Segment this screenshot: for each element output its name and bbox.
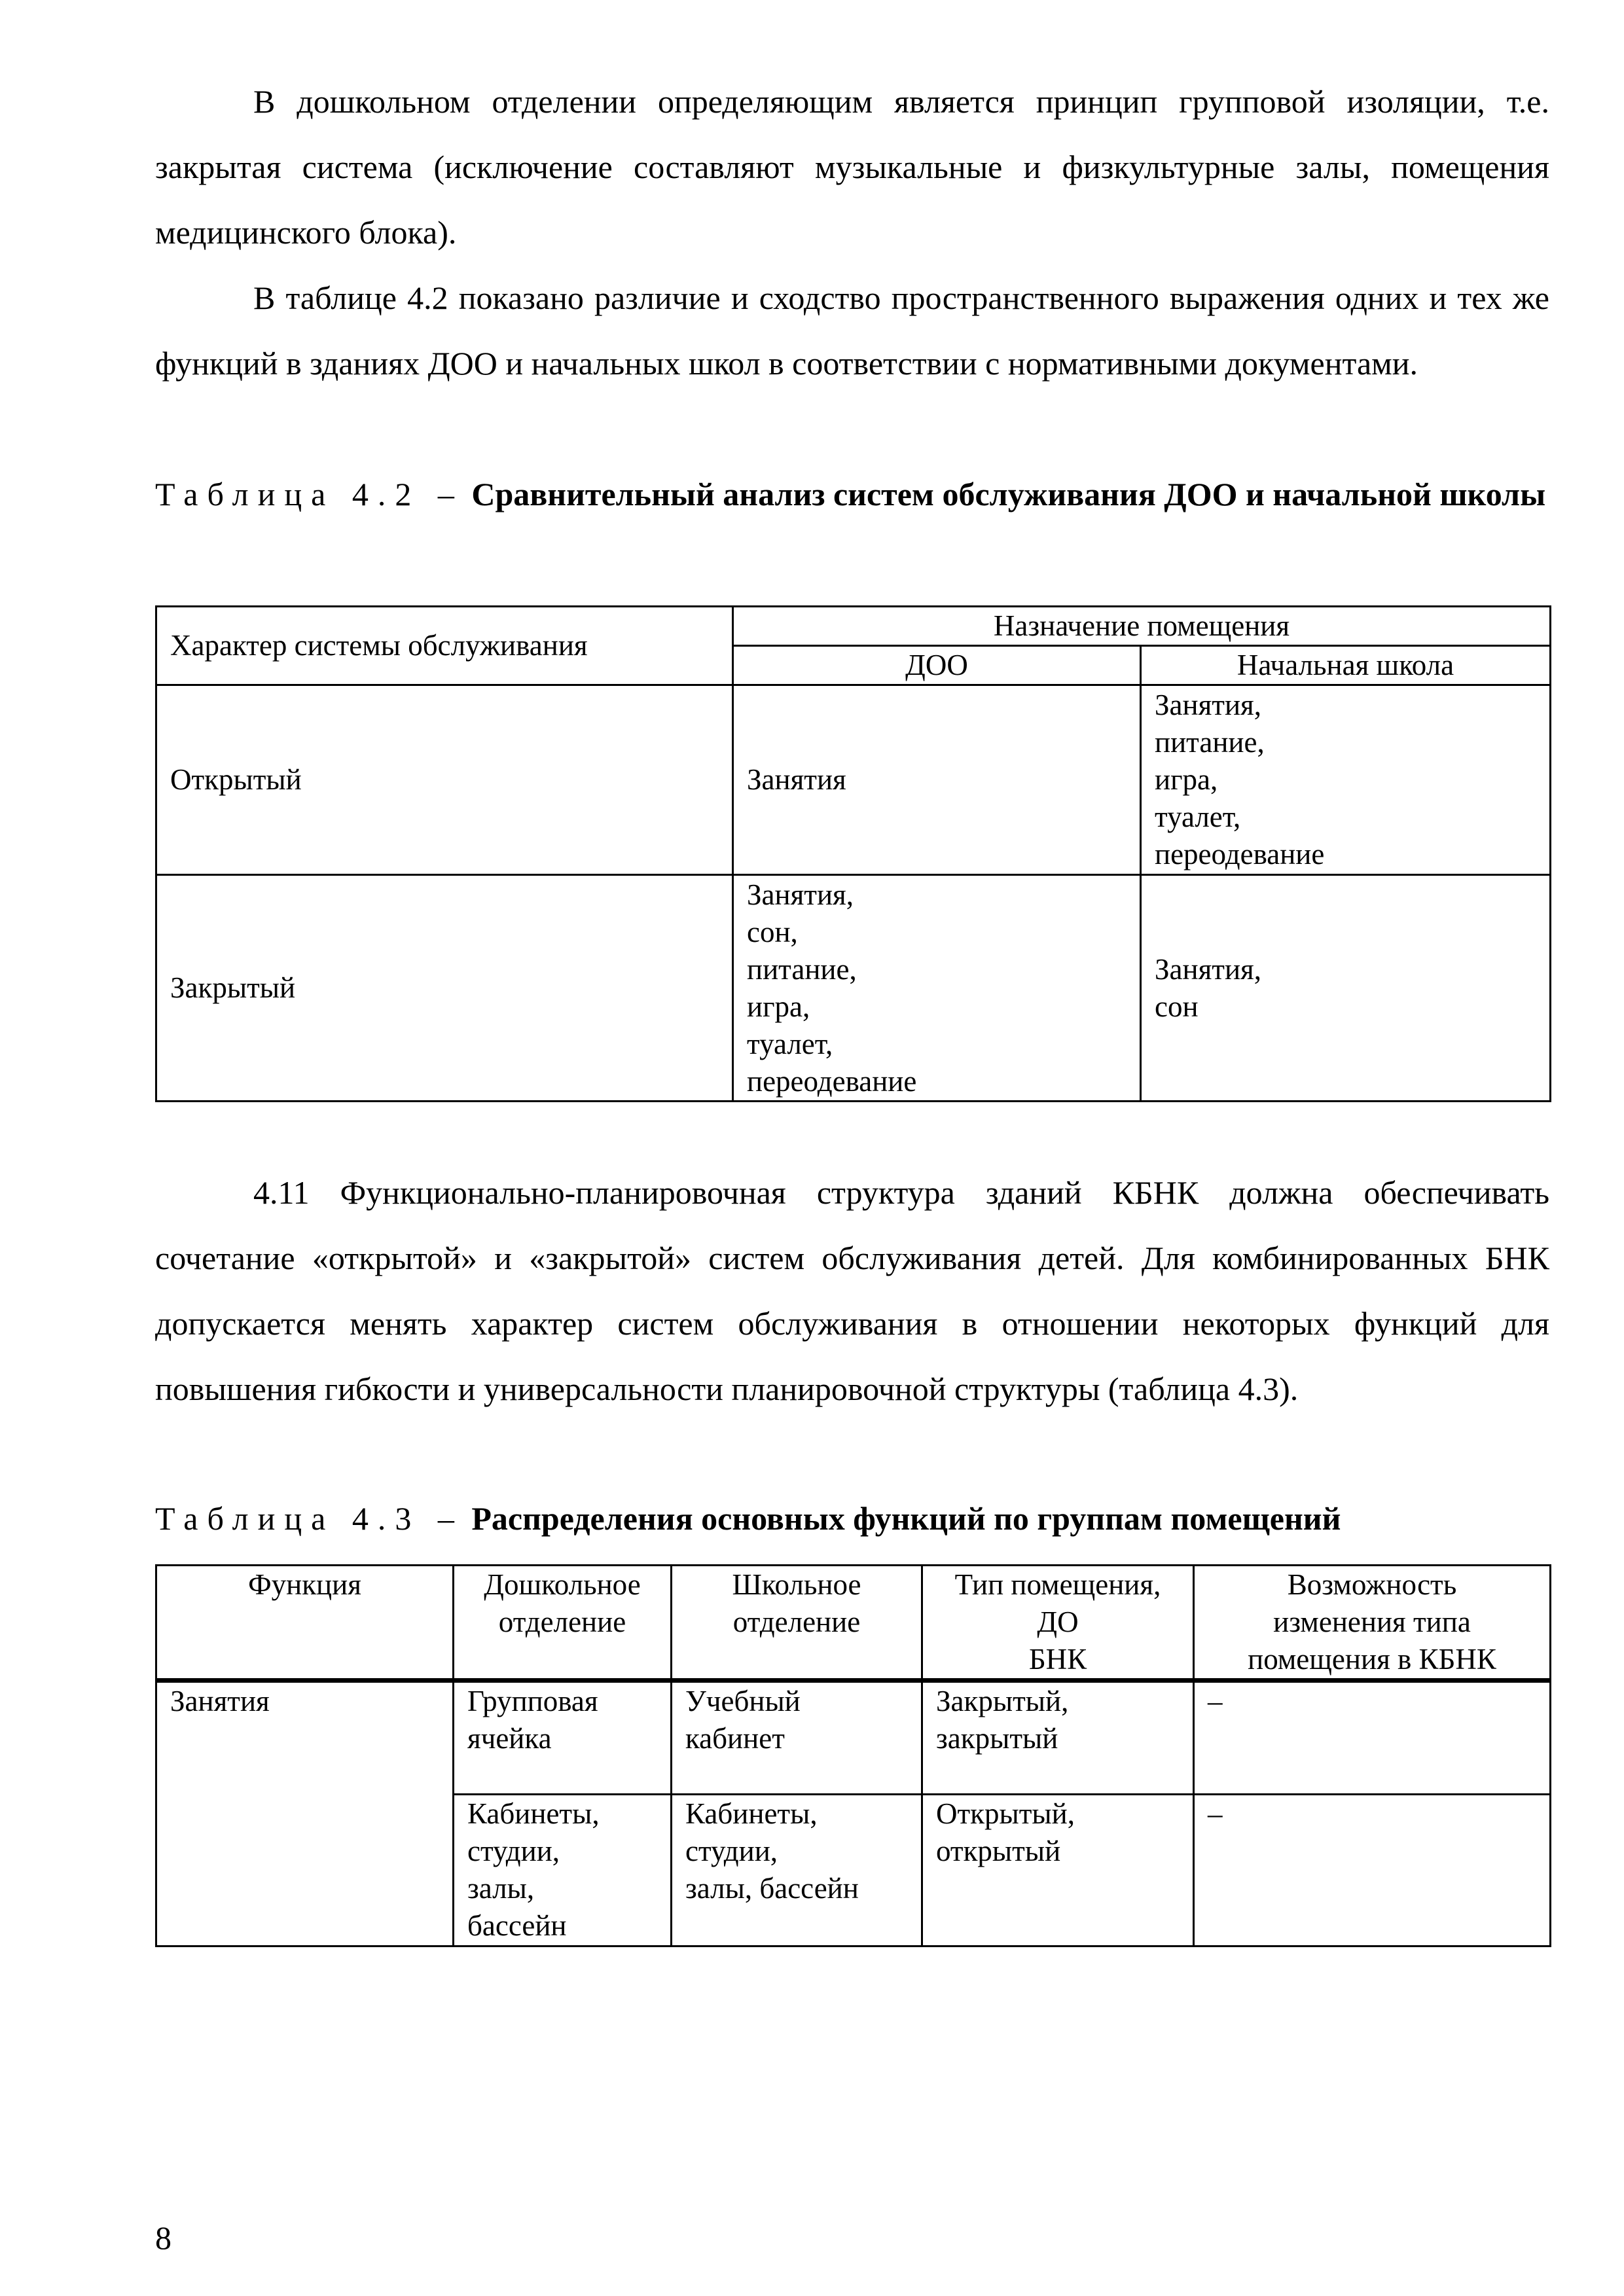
- page-number: 8: [155, 2219, 171, 2256]
- table43-caption-title: Распределения основных функций по группам помещений: [471, 1500, 1341, 1537]
- t43-row1-type: Закрытый, закрытый: [922, 1681, 1194, 1795]
- t42-row2-doo: Занятия, сон, питание, игра, туалет, переодевание: [733, 875, 1141, 1102]
- t43-row1-preschool: Групповая ячейка: [454, 1681, 672, 1795]
- t42-row2-school: Занятия, сон: [1141, 875, 1551, 1102]
- t43-header-function: Функция: [156, 1566, 454, 1681]
- table42-caption-title: Сравнительный анализ систем обслуживания ДОО и начальной школы: [471, 476, 1546, 512]
- t43-row2-preschool: Кабинеты, студии, залы, бассейн: [454, 1795, 672, 1946]
- paragraph-table-intro: В таблице 4.2 показано различие и сходство пространственного выражения одних и тех же функций в зданиях ДОО и начальных школ в соответствии с нормативными документами.: [155, 279, 1549, 382]
- t43-header-school: Школьное отделение: [672, 1566, 922, 1681]
- t42-row1-type: Открытый: [156, 685, 733, 875]
- t43-header-room-type: Тип помещения, ДО БНК: [922, 1566, 1194, 1681]
- t43-row2-school: Кабинеты, студии, залы, бассейн: [672, 1795, 922, 1946]
- t43-row2-type: Открытый, открытый: [922, 1795, 1194, 1946]
- t42-header-service-type: Характер системы обслуживания: [156, 607, 733, 685]
- table-4-3: [155, 1564, 1551, 1947]
- t43-header-change-possibility: Возможность изменения типа помещения в КБНК: [1194, 1566, 1551, 1681]
- t42-row1-doo: Занятия: [733, 685, 1141, 875]
- t43-row1-change: –: [1194, 1681, 1551, 1795]
- paragraph-group-isolation: В дошкольном отделении определяющим является принцип групповой изоляции, т.е. закрытая система (исключение составляют музыкальные и физкультурные залы, помещения медицинского блока).: [155, 83, 1549, 251]
- t42-header-room-purpose: Назначение помещения: [733, 607, 1551, 646]
- table43-caption: [155, 1486, 1549, 1551]
- t42-header-school: Начальная школа: [1141, 646, 1551, 685]
- t43-row2-change: –: [1194, 1795, 1551, 1946]
- paragraph-functional-structure: 4.11 Функционально-планировочная структура зданий КБНК должна обеспечивать сочетание «открытой» и «закрытой» систем обслуживания детей. Для комбинированных БНК допускается менять характер систем обслуживания в отношении некоторых функций для повышения гибкости и универсальности планировочной структуры (таблица 4.3).: [155, 1174, 1549, 1407]
- table-4-2: [155, 605, 1551, 1102]
- t43-function-cell: Занятия: [156, 1681, 454, 1946]
- t43-row1-school: Учебный кабинет: [672, 1681, 922, 1795]
- t43-header-preschool: Дошкольное отделение: [454, 1566, 672, 1681]
- table43-caption-prefix: Таблица 4.3 –: [155, 1500, 463, 1537]
- t42-row1-school: Занятия, питание, игра, туалет, переодевание: [1141, 685, 1551, 875]
- table42-caption: [155, 461, 1549, 527]
- t42-row2-type: Закрытый: [156, 875, 733, 1102]
- table42-caption-prefix: Таблица 4.2 –: [155, 476, 463, 512]
- t42-header-doo: ДОО: [733, 646, 1141, 685]
